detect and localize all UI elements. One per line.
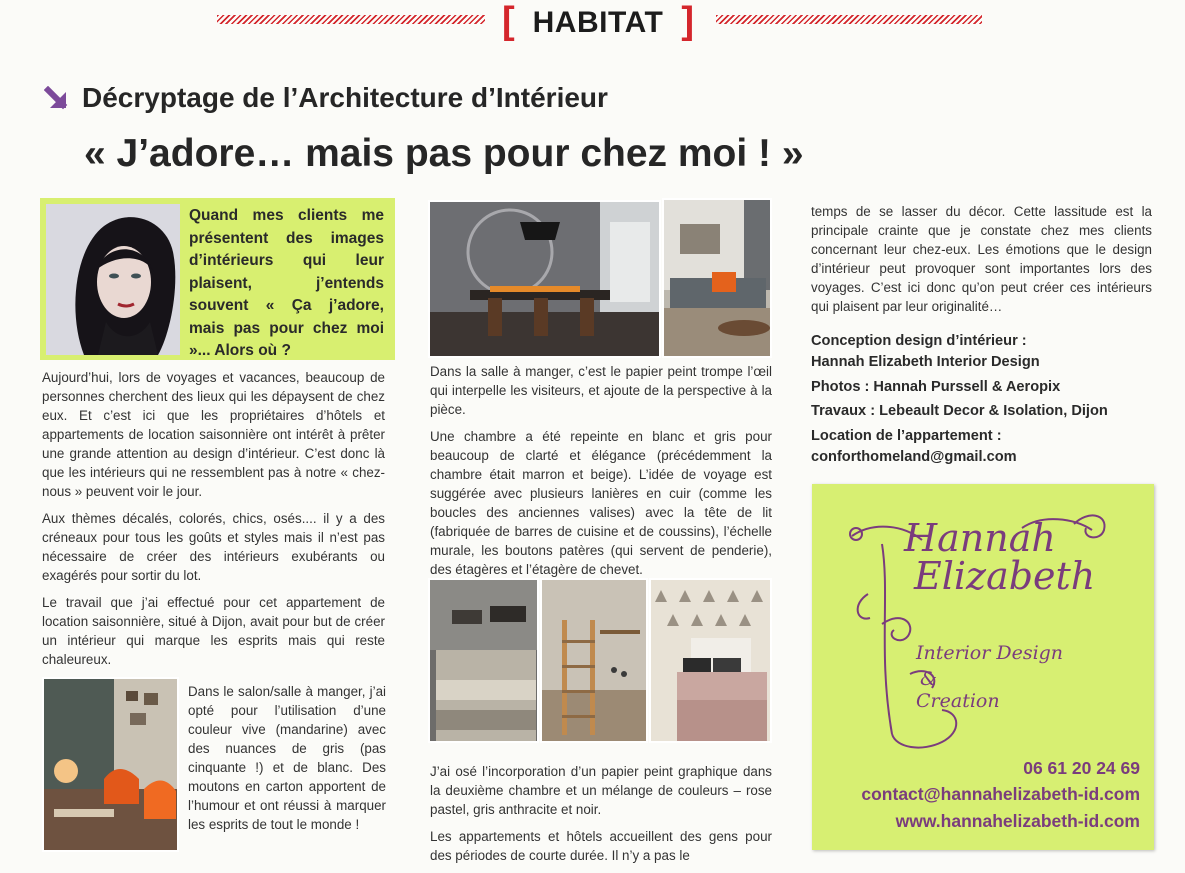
paragraph: Dans la salle à manger, c’est le papier peint trompe l’œil qui interpelle les visiteurs, et ajoute de la perspective à la pièce. [430, 364, 772, 417]
credits-block [811, 331, 1151, 471]
paragraph: temps de se lasser du décor. Cette lassitude est la principale crainte que je constate chez mes clients concernant leur chez-eux. Les émotions que le design d’intérieur peut provoquer sont importantes lors des voyages. C’est ici donc qu’on peut créer ces intérieurs qui plaisent par leur originalité… [811, 204, 1152, 314]
card-name-hannah: Hannah [904, 516, 1056, 560]
paragraph: Une chambre a été repeinte en blanc et gris pour beaucoup de clarté et élégance (précédemment la chambre était marron et beige). L’idée de voyage est suggérée avec plusieurs lanières en cuir (comme les boucles des anciennes valises) avec la tête de lit (fabriquée de barres de cuisine et de coussins), l’échelle murale, les boutons patères (qui servent de penderie), des étagères et l’étagère de chevet. [430, 429, 772, 577]
paragraph: Aux thèmes décalés, colorés, chics, osés.... il y a des créneaux pour tous les goûts et styles mais il n’est pas nécessaire de créer des intérieurs exubérants ou exagérés pour sortir du lot. [42, 511, 385, 583]
bedroom-lounge-photo [662, 198, 772, 358]
patterned-bedroom-photo [649, 578, 772, 743]
article-kicker: Décryptage de l’Architecture d’Intérieur [82, 82, 608, 113]
column-2b-text [430, 762, 772, 873]
paragraph: Dans le salon/salle à manger, j’ai opté pour l’utilisation d’une couleur vive (mandarine) avec des nuances de gris (pas cinquante !) et de blanc. Des moutons en carton apportent de l’humour et ont réussi à marquer les esprits de tout le monde ! [188, 684, 386, 832]
bracket-left: [ [502, 0, 515, 42]
card-ampersand: & [920, 668, 937, 690]
credit-rental-email: conforthomeland@gmail.com [811, 448, 1017, 465]
card-website: www.hannahelizabeth-id.com [895, 811, 1140, 831]
paragraph: Le travail que j’ai effectué pour cet appartement de location saisonnière, situé à Dijon, avait pour but de créer un intérieur qui marque les esprits mais qui reste chaleureux. [42, 595, 385, 667]
header-stripe-left [217, 15, 485, 24]
arrow-down-right-icon [44, 86, 70, 112]
dining-room-photo [428, 200, 661, 358]
card-line-creation: Creation [916, 690, 1000, 712]
card-email: contact@hannahelizabeth-id.com [861, 784, 1140, 804]
credit-design-name: Hannah Elizabeth Interior Design [811, 354, 1040, 370]
article-headline: « J’adore… mais pas pour chez moi ! » [84, 132, 804, 175]
grey-bedroom-photo [428, 578, 539, 743]
credit-photos: Photos : Hannah Purssell & Aeropix [811, 378, 1061, 395]
credit-design-label: Conception design d’intérieur : [811, 333, 1027, 349]
pull-quote: Quand mes clients me présentent des images d’intérieurs qui leur plaisent, j’entends souvent « Ça j’adore, mais pas pour chez moi »... Alors où ? [189, 207, 384, 359]
card-line-interior-design: Interior Design [916, 642, 1064, 664]
living-room-photo [42, 677, 179, 852]
column-3-text [811, 202, 1152, 324]
paragraph: Aujourd’hui, lors de voyages et vacances, beaucoup de personnes cherchent des lieux qui les dépaysent de chez eux. Et c’est ici que les propriétaires d’hôtels et appartements de location saisonnière ont intérêt à prêter une grande attention au design d’intérieur. C’est donc là que les intérieurs qui ne ressemblent pas à notre « chez-nous » peuvent voir le jour. [42, 370, 385, 499]
business-card [812, 484, 1154, 850]
section-heading [500, 2, 696, 44]
paragraph: Les appartements et hôtels accueillent des gens pour des périodes de courte durée. Il n’y a pas le [430, 829, 772, 863]
portrait-photo [46, 204, 180, 355]
credit-works: Travaux : Lebeault Decor & Isolation, Dijon [811, 403, 1108, 419]
card-phone: 06 61 20 24 69 [1023, 758, 1140, 778]
bracket-right: ] [681, 0, 694, 42]
column-1-text [42, 368, 385, 677]
paragraph: J’ai osé l’incorporation d’un papier peint graphique dans la deuxième chambre et un mélange de couleurs – rose pastel, gris anthracite et noir. [430, 764, 772, 817]
header-stripe-right [716, 15, 982, 24]
column-1b-text [188, 682, 386, 842]
credit-rental-label: Location de l’appartement : [811, 427, 1002, 444]
section-label: HABITAT [532, 6, 664, 39]
card-name-elizabeth: Elizabeth [914, 554, 1096, 598]
column-2a-text [430, 362, 772, 587]
ladder-wall-photo [540, 578, 648, 743]
